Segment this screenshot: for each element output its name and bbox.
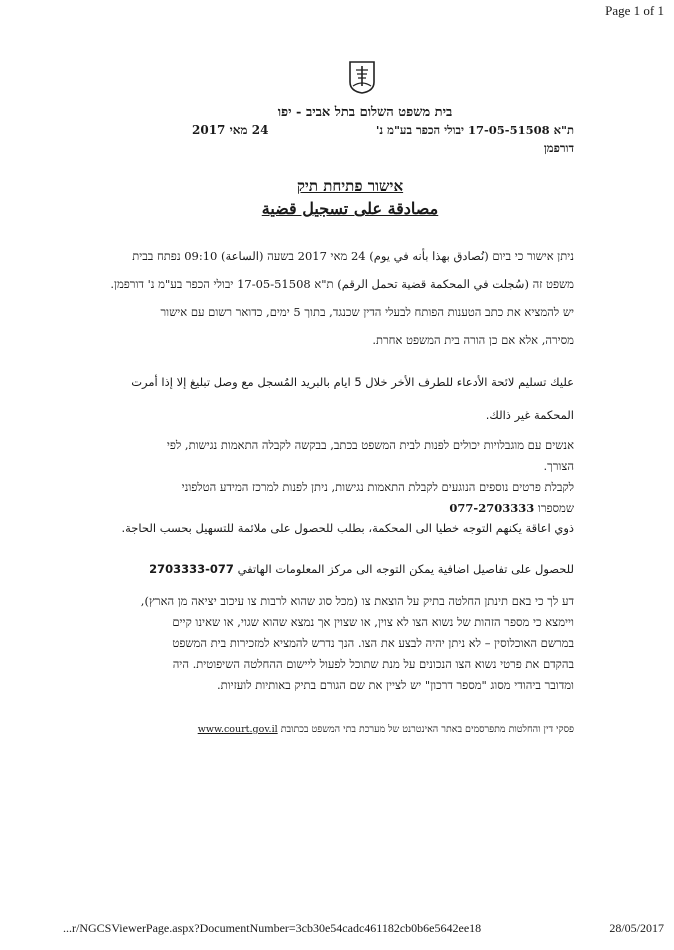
- print-date: 28/05/2017: [609, 921, 664, 935]
- paragraph-line: ذوي اعاقة يكنهم التوجه خطيا الى المحكمة، بطلب للحصول على ملائمة للتسهيل بحسب الحاجة.: [121, 521, 574, 535]
- state-emblem-icon: [348, 60, 376, 94]
- paragraph-line: בהקדם את פרטי נשוא הצו הנכונים על מנת שתוכל לפעול ליישום ההחלטה השיפוטית. היה: [172, 657, 574, 671]
- source-url: ...r/NGCSViewerPage.aspx?DocumentNumber=3cb30e54cadc461182cb0b6e5642ee18: [63, 921, 482, 935]
- paragraph-line: לקבלת פרטים נוספים הנוגעים לקבלת התאמות נגישות, ניתן לפנות למרכז המידע הטלפוני: [181, 480, 574, 494]
- paragraph-line: ומדובר ביהודי מסוג "מספר דרכון" יש לציין את שם הגורם בתיק באותיות לועזיות.: [216, 678, 574, 692]
- case-party: דורפמן: [543, 141, 574, 155]
- footnote-text: פסקי דין והחלטות מתפרסמים באתר האינטרנט של מערכת בתי המשפט בכתובת: [280, 724, 574, 735]
- paragraph-line: משפט זה (سُجلت في المحكمة قضية تحمل الرقم) ת"א 17-05-51508 יבולי הכפר בע"מ נ' דורפמן.: [110, 277, 574, 291]
- arabic-accessibility-paragraph: [102, 517, 574, 540]
- paragraph-line: מסירה, אלא אם כן הורה בית המשפט אחרת.: [372, 333, 574, 347]
- paragraph-line: [102, 555, 574, 583]
- arabic-info-paragraph: [102, 555, 574, 583]
- opening-confirmation-paragraph: [102, 242, 574, 354]
- paragraph-line: הצורך.: [543, 459, 574, 473]
- page-indicator: Page 1 of 1: [605, 3, 664, 18]
- court-website-link[interactable]: www.court.gov.il: [197, 724, 278, 735]
- title-hebrew: אישור פתיחת תיק: [296, 177, 404, 195]
- title-arabic: مصادقة على تسجيل قضية: [261, 199, 439, 218]
- paragraph-line: יש להמציא את כתב הטענות הפותח לבעלי הדין שכנגד, בתוך 5 ימים, כדואר רשום עם אישור: [160, 305, 574, 319]
- case-number: ת"א 17-05-51508 יבולי הכפר בע"מ נ': [375, 123, 574, 137]
- paragraph-line: במרשם האוכלוסין – לא ניתן יהיה לבצע את הצו. הנך נדרש להמציא למזכירות בית המשפט: [172, 636, 574, 650]
- phone-number: 077-2703333: [449, 501, 535, 515]
- paragraph-line: المحكمة غير ذالك.: [485, 408, 574, 422]
- court-name: בית משפט השלום בתל אביב - יפו: [277, 105, 453, 120]
- phone-number: 077-2703333: [149, 562, 234, 576]
- paragraph-line: عليك تسليم لائحة الأدعاء للطرف الأخر خلال 5 ايام بالبريد المُسجل مع وصل تبليغ إلا إذا أمرت: [131, 375, 574, 389]
- paragraph-line: [102, 498, 574, 519]
- paragraph-line: ויימצא כי מספר הזהות של נשוא הצו לא צוין, או שצוין אך נמצא שהוא שגוי, או שאינו קיים: [172, 615, 574, 629]
- paragraph-line: ניתן אישור כי ביום (نُصادق بهذا بأنه في يوم) 24 מאי 2017 בשעה (الساعة) 09:10 נפתח בבית: [132, 249, 574, 263]
- publication-footnote: [198, 724, 574, 735]
- paragraph-line: אנשים עם מוגבלויות יכולים לפנות לבית המשפט בכתב, בבקשה לקבלה התאמות נגישות, לפי: [166, 438, 574, 452]
- info-text: للحصول على تفاصيل اضافية يمكن التوجه الى مركز المعلومات الهاتفي: [237, 562, 574, 576]
- phone-prefix: שמספרו: [537, 501, 574, 515]
- paragraph-line: דע לך כי באם תינתן החלטה בתיק על הוצאת צו (מכל סוג שהוא לרבות צו עיכוב יציאה מן הארץ),: [140, 594, 574, 608]
- document-date: 24 מאי 2017: [192, 123, 269, 137]
- arabic-service-paragraph: [102, 366, 574, 432]
- accessibility-paragraph: [102, 435, 574, 519]
- id-notice-paragraph: [102, 591, 574, 696]
